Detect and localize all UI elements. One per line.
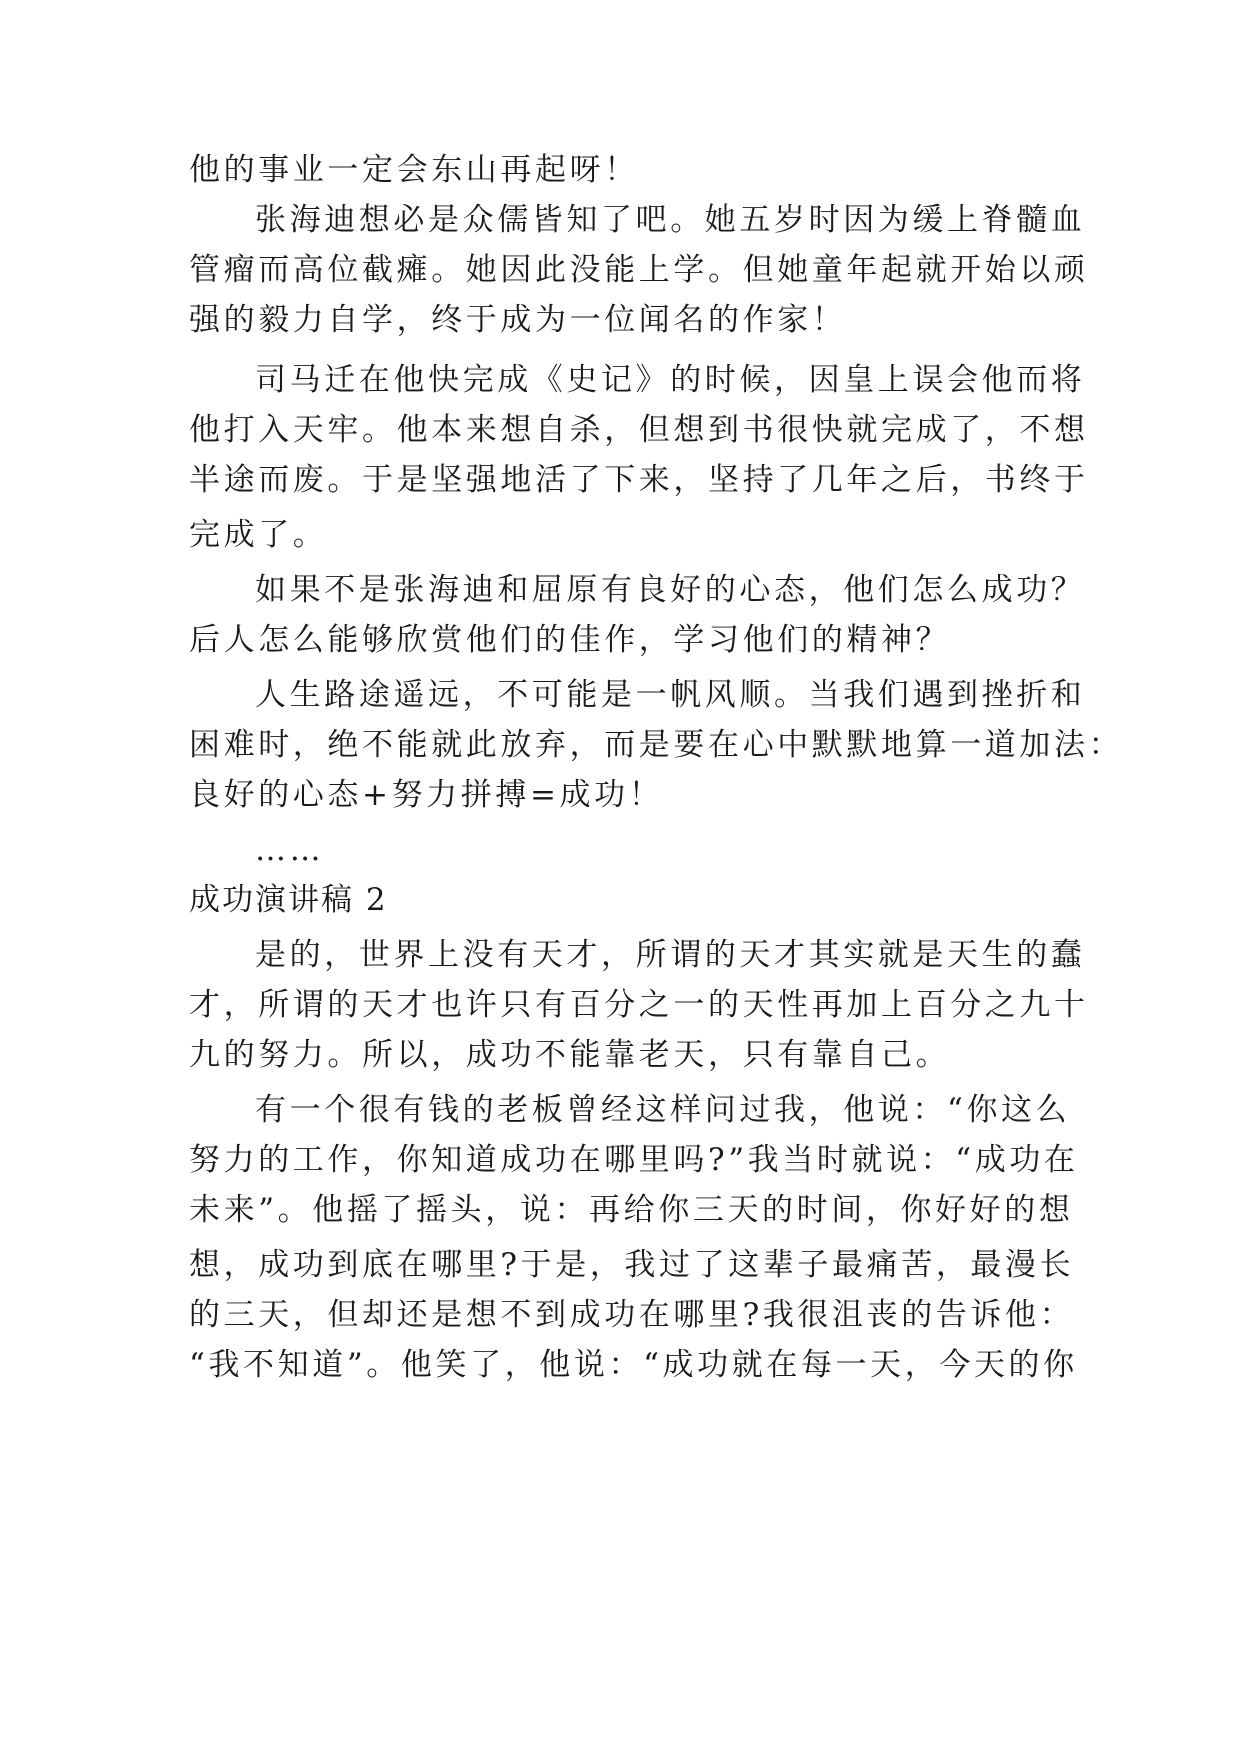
text-line: 他打入天牢。他本来想自杀，但想到书很快就完成了，不想 [189,412,1089,448]
paragraph-start-line: 张海迪想必是众儒皆知了吧。她五岁时因为缓上脊髓血 [255,202,1086,238]
text-line: 困难时，绝不能就此放弃，而是要在心中默默地算一道加法： [189,727,1124,763]
paragraph-start-line: 司马迁在他快完成《史记》的时候，因皇上误会他而将 [255,362,1086,398]
text-line: 想，成功到底在哪里?于是，我过了这辈子最痛苦，最漫长 [189,1247,1075,1283]
text-line: 他的事业一定会东山再起呀！ [189,152,639,188]
text-line: 努力的工作，你知道成功在哪里吗?”我当时就说：“成功在 [189,1142,1079,1178]
text-line: 完成了。 [189,517,328,553]
text-line: 才，所谓的天才也许只有百分之一的天性再加上百分之九十 [189,987,1089,1023]
text-line: 九的努力。所以，成功不能靠老天，只有靠自己。 [189,1037,951,1073]
text-line: 的三天，但却还是想不到成功在哪里?我很沮丧的告诉他： [189,1297,1075,1333]
paragraph-start-line: 如果不是张海迪和屈原有良好的心态，他们怎么成功？ [255,572,1086,608]
text-line: 强的毅力自学，终于成为一位闻名的作家！ [189,302,847,338]
text-line: 未来”。他摇了摇头，说：再给你三天的时间，你好好的想 [189,1192,1074,1228]
text-line: 良好的心态+努力拼搏=成功！ [189,777,664,813]
paragraph-start-line: 是的，世界上没有天才，所谓的天才其实就是天生的蠢 [255,937,1086,973]
text-line: “我不知道”。他笑了，他说：“成功就在每一天，今天的你 [189,1347,1078,1383]
section-heading: 成功演讲稿 2 [189,882,388,918]
text-line: 半途而废。于是坚强地活了下来，坚持了几年之后，书终于 [189,462,1089,498]
paragraph-start-line: 有一个很有钱的老板曾经这样问过我，他说：“你这么 [255,1092,1071,1128]
paragraph-start-line: 人生路途遥远，不可能是一帆风顺。当我们遇到挫折和 [255,677,1086,713]
text-line: 后人怎么能够欣赏他们的佳作，学习他们的精神？ [189,622,951,658]
ellipsis-line: …… [255,832,325,868]
text-line: 管瘤而高位截瘫。她因此没能上学。但她童年起就开始以顽 [189,252,1089,288]
